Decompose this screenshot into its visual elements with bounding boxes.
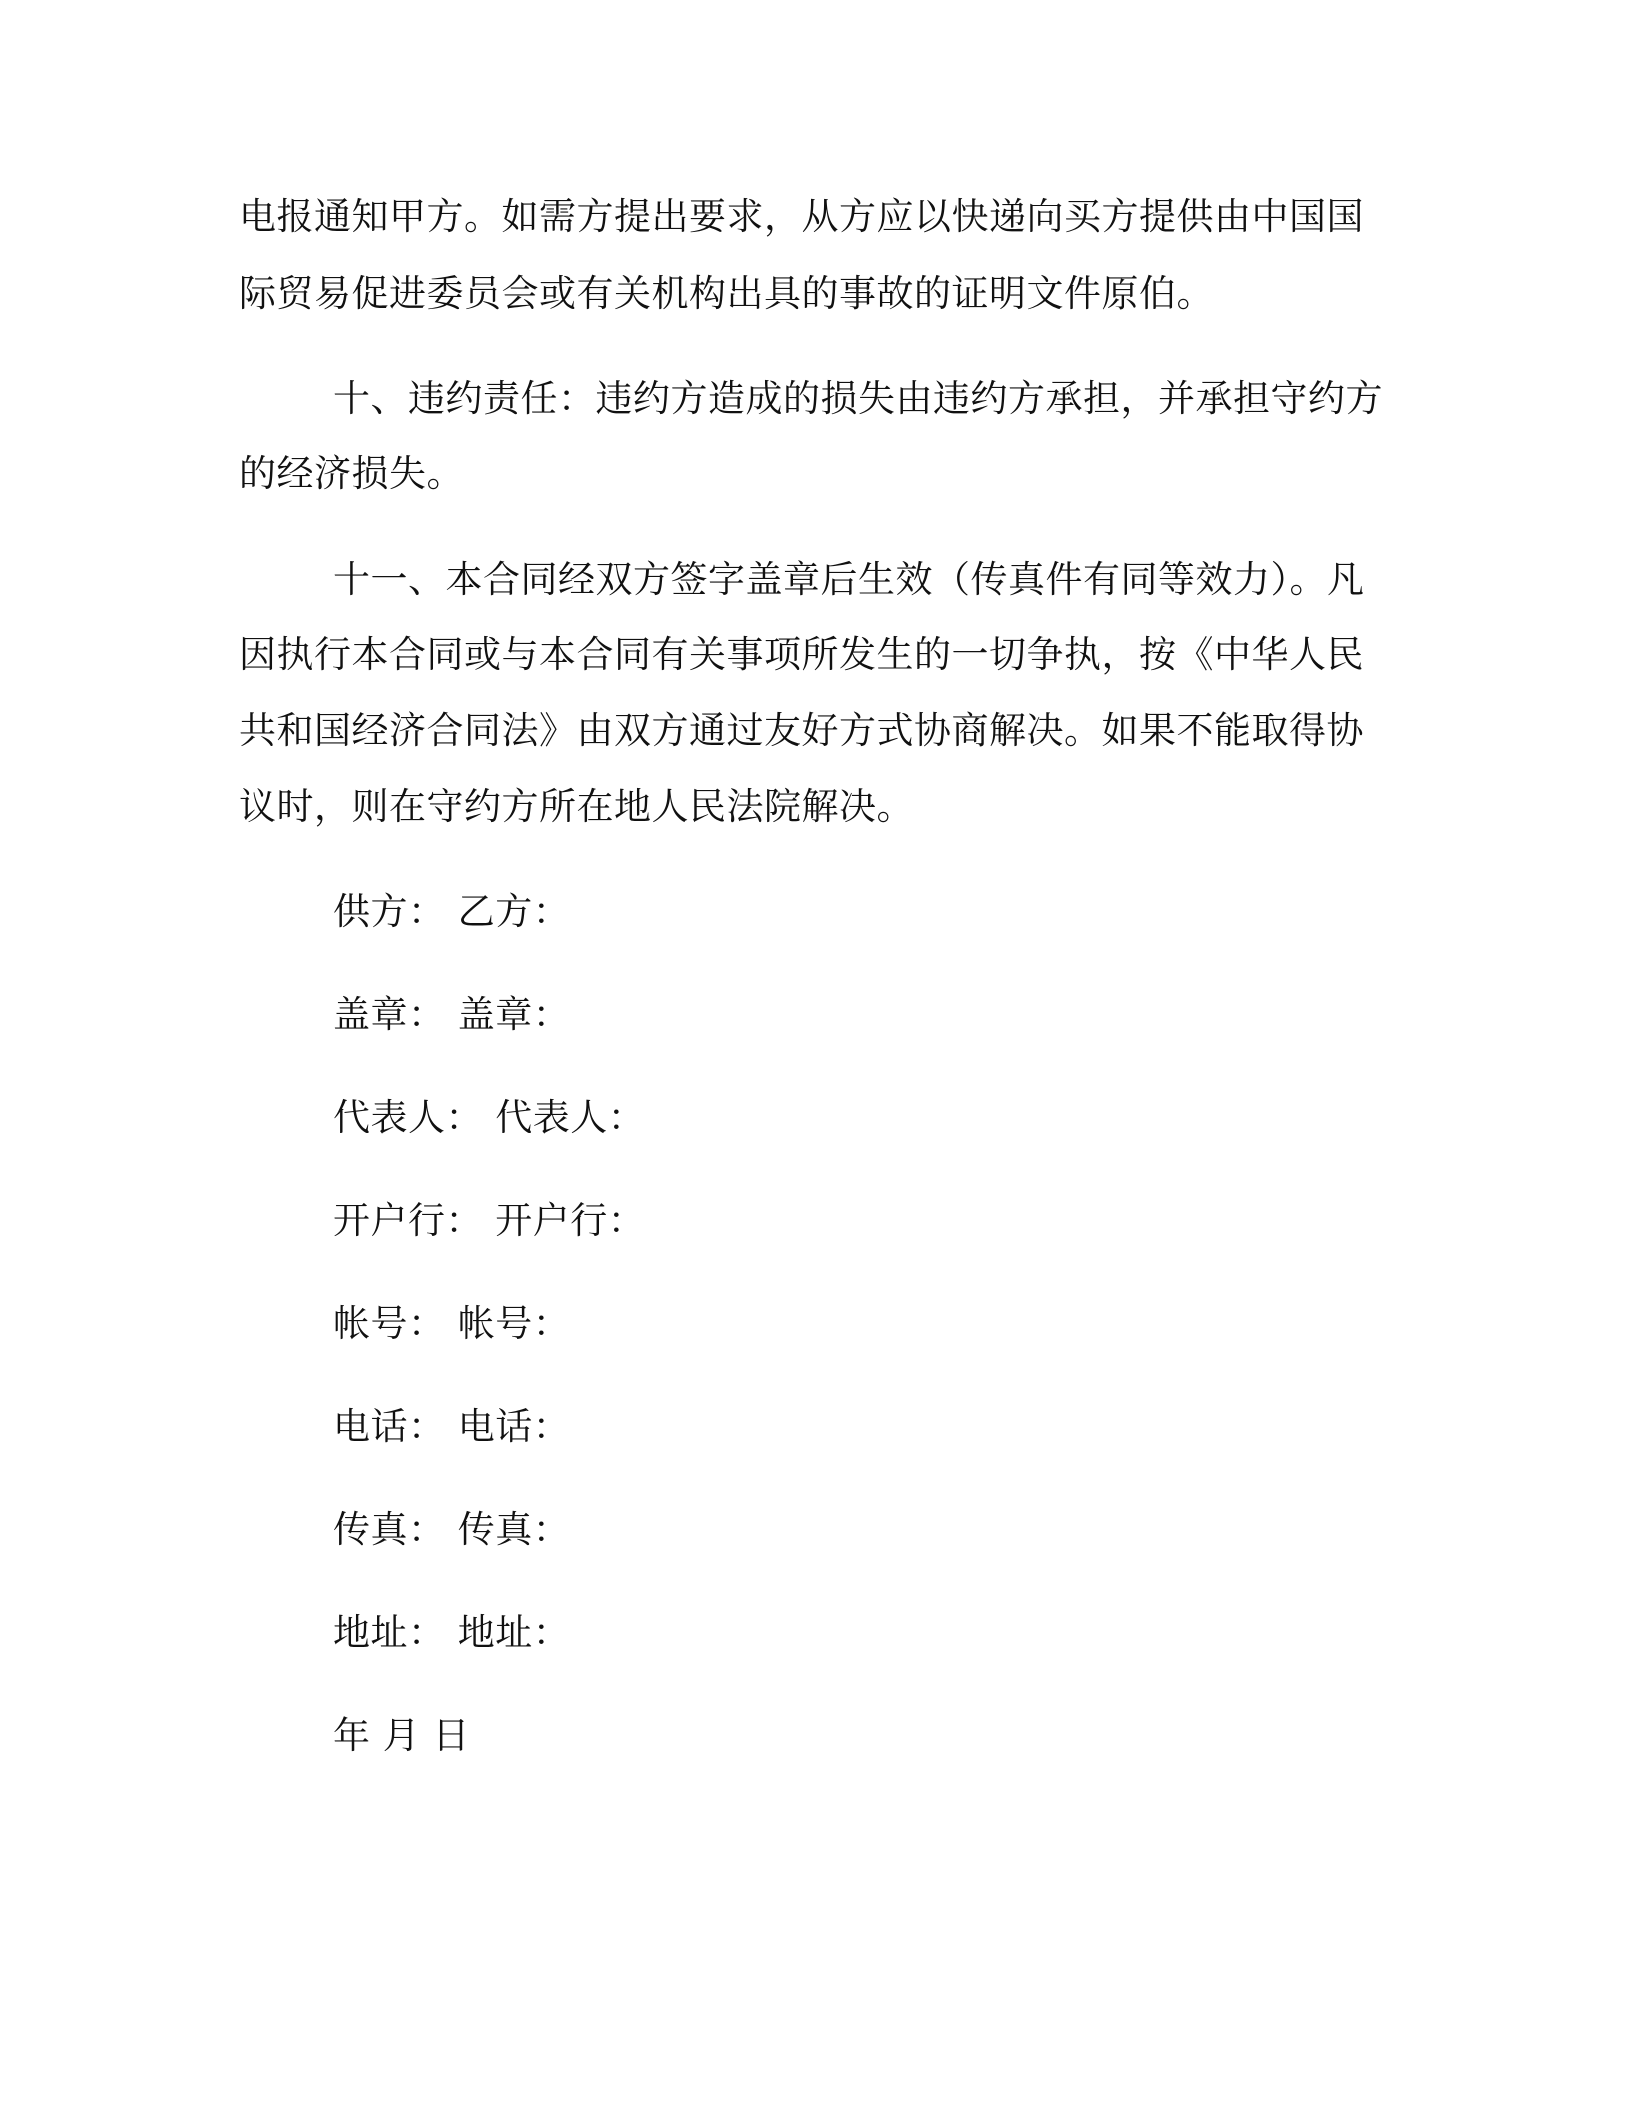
signature-fax-row: 传真： 传真：	[333, 1508, 571, 1551]
signature-seal-row: 盖章： 盖章：	[333, 993, 571, 1036]
signature-supplier-row: 供方： 乙方：	[333, 890, 571, 933]
clause-10-line: 十、违约责任：违约方造成的损失由违约方承担，并承担守约方	[333, 377, 1383, 420]
paragraph-line: 电报通知甲方。如需方提出要求，从方应以快递向买方提供由中国国	[239, 195, 1364, 238]
signature-address-row: 地址： 地址：	[333, 1611, 571, 1654]
clause-11-line: 因执行本合同或与本合同有关事项所发生的一切争执，按《中华人民	[239, 633, 1364, 676]
clause-11-line: 十一、本合同经双方签字盖章后生效（传真件有同等效力）。凡	[333, 558, 1365, 601]
signature-phone-row: 电话： 电话：	[333, 1405, 571, 1448]
signature-date-row: 年 月 日	[333, 1714, 471, 1757]
signature-representative-row: 代表人： 代表人：	[333, 1096, 646, 1139]
clause-11-line: 共和国经济合同法》由双方通过友好方式协商解决。如果不能取得协	[239, 709, 1364, 752]
paragraph-line: 际贸易促进委员会或有关机构出具的事故的证明文件原伯。	[239, 272, 1214, 315]
signature-account-row: 帐号： 帐号：	[333, 1302, 571, 1345]
clause-10-line: 的经济损失。	[239, 452, 464, 495]
clause-11-line: 议时，则在守约方所在地人民法院解决。	[239, 785, 914, 828]
signature-bank-row: 开户行： 开户行：	[333, 1199, 646, 1242]
